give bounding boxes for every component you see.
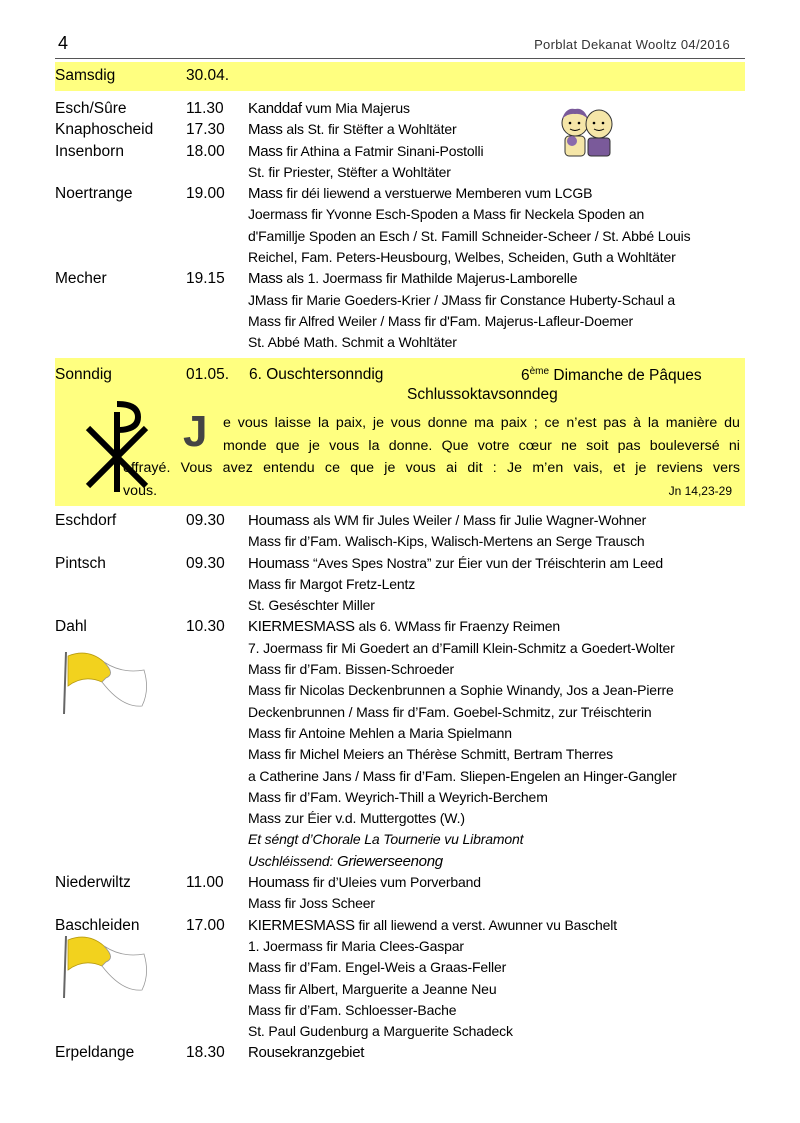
service-detail: 1. Joermass fir Maria Clees-Gaspar — [248, 937, 464, 954]
service-text — [248, 659, 454, 680]
service-text — [248, 787, 548, 808]
service-detail: St. fir Priester, Stëfter a Wohltäter — [248, 163, 451, 180]
service-text — [248, 595, 375, 616]
schedule-row — [55, 936, 745, 957]
service-detail: Mass fir Antoine Mehlen a Maria Spielmann — [248, 724, 512, 741]
service-text — [248, 268, 577, 289]
location: Noertrange — [55, 185, 133, 203]
service-text — [248, 204, 644, 225]
service-detail: fir déi liewend a verstuerwe Memberen vum LCGB — [282, 185, 593, 202]
service-detail: Joermass fir Yvonne Esch-Spoden a Mass fir Neckela Spoden an — [248, 206, 645, 223]
schedule-row — [55, 659, 745, 680]
service-text — [248, 119, 457, 140]
papal-flag-icon — [58, 932, 154, 1000]
sunday-date: 01.05. — [186, 366, 230, 383]
service-text — [248, 226, 690, 247]
sunday-day: Sonndig — [55, 366, 112, 383]
service-detail: Reichel, Fam. Peters-Heusbourg, Welbes, Scheiden, Guth a Wohltäter — [248, 249, 676, 266]
time: 18.00 — [186, 142, 225, 160]
time: 18.30 — [186, 1044, 225, 1062]
time: 17.30 — [186, 121, 225, 139]
service-text — [248, 1000, 456, 1021]
schedule-row — [55, 893, 745, 914]
service-detail: St. Abbé Math. Schmit a Wohltäter — [248, 334, 457, 351]
service-detail: “Aves Spes Nostra” zur Éier vun der Tréischterin am Leed — [309, 554, 664, 571]
service-text — [248, 332, 457, 353]
service-text — [248, 723, 512, 744]
service-detail: als 1. Joermass fir Mathilde Majerus-Lamborelle — [282, 270, 578, 287]
schedule-row — [55, 119, 745, 140]
service-text — [248, 141, 483, 162]
service-detail: Mass fir Michel Meiers an Thérèse Schmitt, Bertram Therres — [248, 746, 614, 763]
schedule-row — [55, 1021, 745, 1042]
service-text — [248, 311, 633, 332]
schedule-row — [55, 829, 745, 850]
service-detail: d'Famillje Spoden an Esch / St. Famill Schneider-Scheer / St. Abbé Louis — [248, 227, 691, 244]
sunday-subtitle: Schlussoktavsonndeg — [407, 386, 558, 403]
schedule-row — [55, 957, 745, 978]
location: Baschleiden — [55, 916, 140, 934]
schedule-row — [55, 141, 745, 162]
service-detail: Deckenbrunnen / Mass fir d’Fam. Goebel-Schmitz, zur Tréischterin — [248, 703, 652, 720]
schedule-row — [55, 851, 745, 872]
time: 09.30 — [186, 512, 225, 529]
service-text — [248, 98, 410, 119]
schedule-row — [55, 979, 745, 1000]
service-text — [248, 702, 652, 723]
location: Esch/Sûre — [55, 100, 127, 117]
schedule-row — [55, 1000, 745, 1021]
gospel-quote: e vous laisse la paix, je vous donne ma paix ; ce n’est pas à la manière du monde que je vous la donne. Que votre cœur ne soit pas bouleversé ni effrayé. Vous avez entendu ce que je vous ai dit : Je m’en vais, et je reviens vers vous. — [123, 415, 740, 500]
service-detail: Mass fir Albert, Marguerite a Jeanne Neu — [248, 980, 497, 997]
service-detail: vum Mia Majerus — [301, 100, 410, 116]
service-detail: fir d’Uleies vum Porverband — [309, 874, 481, 891]
sunday-schedule — [55, 510, 745, 1064]
time: 19.00 — [186, 185, 225, 203]
schedule-row — [55, 872, 745, 893]
schedule-row — [55, 332, 745, 353]
time: 10.30 — [186, 618, 225, 636]
location: Pintsch — [55, 554, 106, 572]
service-detail: Mass fir d’Fam. Engel-Weis a Graas-Feller — [248, 959, 507, 976]
service-detail: Mass zur Éier v.d. Muttergottes (W.) — [248, 810, 465, 827]
schedule-row — [55, 638, 745, 659]
schedule-row — [55, 226, 745, 247]
sunday-title: 6. Ouschtersonndig — [249, 366, 384, 383]
time: 11.30 — [186, 100, 224, 117]
service-detail: als WM fir Jules Weiler / Mass fir Julie Wagner-Wohner — [309, 512, 647, 528]
service-text — [248, 574, 415, 595]
page-number: 4 — [58, 33, 69, 53]
service-detail: Mass fir d’Fam. Bissen-Schroeder — [248, 661, 455, 678]
schedule-row — [55, 531, 745, 552]
service-text — [248, 510, 646, 531]
service-text — [248, 744, 613, 765]
service-detail: 7. Joermass fir Mi Goedert an d’Famill Klein-Schmitz a Goedert-Wolter — [248, 639, 675, 656]
service-text — [248, 851, 443, 872]
schedule-row — [55, 595, 745, 616]
service-text — [248, 638, 675, 659]
time: 09.30 — [186, 554, 225, 572]
schedule-row — [55, 268, 745, 289]
service-type: Mass — [248, 142, 283, 160]
service-text — [248, 1042, 364, 1063]
saturday-date: 30.04. — [186, 67, 230, 84]
location: Niederwiltz — [55, 874, 131, 892]
service-detail: a Catherine Jans / Mass fir d’Fam. Sliepen-Engelen an Hinger-Gangler — [248, 767, 677, 784]
service-detail: Mass fir Joss Scheer — [248, 895, 375, 912]
service-text — [248, 915, 617, 936]
schedule-row — [55, 616, 745, 637]
service-text — [248, 616, 560, 637]
schedule-row — [55, 574, 745, 595]
saturday-band — [55, 62, 745, 91]
service-text — [248, 829, 523, 850]
time: 11.00 — [186, 874, 224, 892]
location: Dahl — [55, 618, 87, 636]
schedule-row — [55, 290, 745, 311]
service-type: KIERMESMASS — [248, 916, 355, 934]
schedule-row — [55, 162, 745, 183]
service-text — [248, 183, 592, 204]
service-text — [248, 553, 663, 574]
service-detail: Uschléissend: — [248, 852, 337, 869]
service-detail: Mass fir d’Fam. Walisch-Kips, Walisch-Mertens an Serge Trausch — [248, 533, 645, 550]
schedule-row — [55, 787, 745, 808]
schedule-row — [55, 510, 745, 531]
service-type: Griewerseenong — [336, 852, 443, 870]
schedule-row — [55, 247, 745, 268]
time: 17.00 — [186, 916, 225, 934]
service-text — [248, 680, 674, 701]
service-detail: Mass fir d’Fam. Schloesser-Bache — [248, 1001, 457, 1018]
service-detail: Et séngt d’Chorale La Tournerie vu Libramont — [248, 831, 524, 848]
location: Mecher — [55, 270, 107, 288]
service-detail: JMass fir Marie Goeders-Krier / JMass fir Constance Huberty-Schaul a — [248, 291, 676, 308]
service-type: Kanddaf — [248, 100, 302, 117]
service-detail: als 6. WMass fir Fraenzy Reimen — [354, 618, 560, 635]
schedule-row — [55, 915, 745, 936]
service-detail: als St. fir Stëfter a Wohltäter — [282, 121, 457, 138]
schedule-row — [55, 204, 745, 225]
papal-flag-icon — [58, 648, 154, 716]
service-text — [248, 766, 677, 787]
service-type: Mass — [248, 270, 283, 288]
service-type: Mass — [248, 121, 283, 139]
service-detail: St. Geséschter Miller — [248, 597, 375, 614]
service-type: Mass — [248, 185, 283, 203]
schedule-row — [55, 311, 745, 332]
service-type: Houmass — [248, 554, 310, 572]
schedule-row — [55, 702, 745, 723]
sunday-french-title: 6ème Dimanche de Pâques — [521, 366, 702, 385]
service-text — [248, 290, 675, 311]
service-text — [248, 979, 496, 1000]
service-type: Rousekranzgebiet — [248, 1044, 365, 1062]
schedule-row — [55, 680, 745, 701]
service-text — [248, 957, 506, 978]
schedule-row — [55, 744, 745, 765]
couple-illustration — [556, 105, 618, 161]
service-detail: fir all liewend a verst. Awunner vu Baschelt — [354, 916, 617, 933]
service-type: Houmass — [248, 874, 310, 892]
schedule-row — [55, 553, 745, 574]
schedule-row — [55, 723, 745, 744]
quote-reference: Jn 14,23-29 — [668, 484, 732, 498]
location: Insenborn — [55, 142, 124, 160]
location: Erpeldange — [55, 1044, 135, 1062]
header-rule — [55, 58, 745, 59]
service-text — [248, 872, 481, 893]
saturday-schedule — [55, 98, 745, 354]
schedule-row — [55, 766, 745, 787]
service-detail: Mass fir d’Fam. Weyrich-Thill a Weyrich-Berchem — [248, 788, 548, 805]
time: 19.15 — [186, 270, 225, 288]
service-text — [248, 1021, 513, 1042]
service-text — [248, 808, 465, 829]
service-detail: Mass fir Nicolas Deckenbrunnen a Sophie Winandy, Jos a Jean-Pierre — [248, 682, 674, 699]
saturday-day: Samsdig — [55, 67, 116, 84]
publication-header: Porblat Dekanat Wooltz 04/2016 — [534, 37, 730, 52]
service-text — [248, 936, 464, 957]
service-type: KIERMESMASS — [248, 618, 355, 636]
schedule-row — [55, 808, 745, 829]
service-detail: St. Paul Gudenburg a Marguerite Schadeck — [248, 1023, 513, 1040]
service-text — [248, 531, 645, 552]
service-type: Houmass — [248, 512, 310, 529]
service-text — [248, 893, 375, 914]
schedule-row — [55, 98, 745, 119]
service-text — [248, 247, 676, 268]
service-text — [248, 162, 451, 183]
location: Eschdorf — [55, 512, 117, 529]
quote-drop-cap: J — [183, 407, 208, 456]
location: Knaphoscheid — [55, 121, 154, 139]
schedule-row — [55, 1042, 745, 1063]
service-detail: Mass fir Margot Fretz-Lentz — [248, 575, 416, 592]
schedule-row — [55, 183, 745, 204]
service-detail: fir Athina a Fatmir Sinani-Postolli — [282, 142, 484, 159]
service-detail: Mass fir Alfred Weiler / Mass fir d'Fam. Majerus-Lafleur-Doemer — [248, 312, 634, 329]
